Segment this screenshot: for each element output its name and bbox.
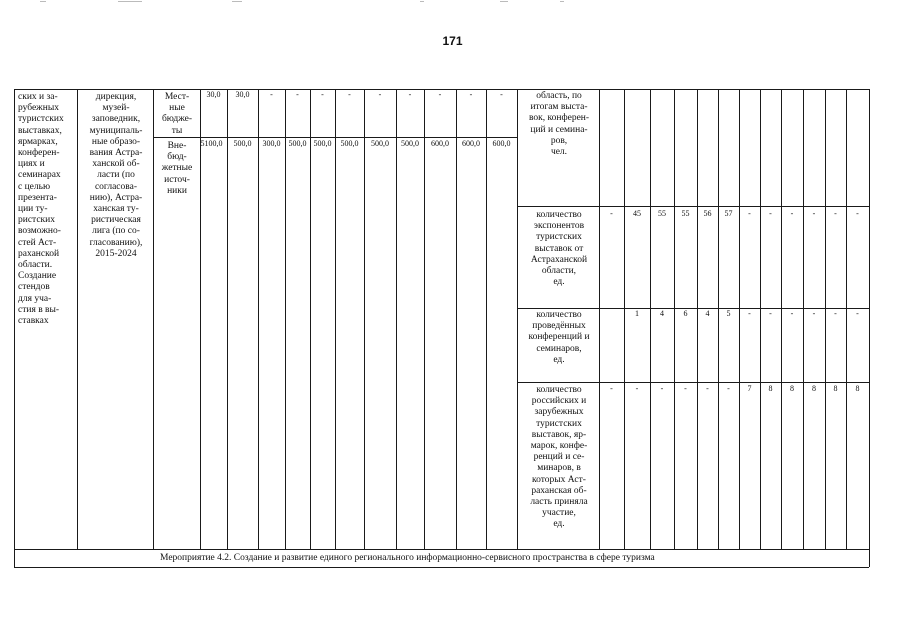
funding-value-local: - xyxy=(469,90,473,99)
indicator-value: 45 xyxy=(633,209,641,218)
column-divider xyxy=(364,89,365,549)
indicator-value: - xyxy=(812,209,816,218)
funding-value-extrabudget: 500,0 xyxy=(340,139,359,148)
indicator-value: - xyxy=(748,209,751,218)
indicator-value: 4 xyxy=(660,309,664,318)
funding-row-divider xyxy=(153,137,517,138)
column-divider xyxy=(846,89,847,549)
indicator-value: - xyxy=(706,384,709,393)
indicator-value: 1 xyxy=(635,309,639,318)
funding-value-extrabudget: 500,0 xyxy=(371,139,389,148)
column-divider xyxy=(739,89,740,549)
funding-value-extrabudget: 600,0 xyxy=(431,139,449,148)
funding-value-extrabudget: 600,0 xyxy=(462,139,480,148)
funding-value-extrabudget: 500,0 xyxy=(288,139,307,148)
column-divider xyxy=(77,89,78,549)
funding-value-extrabudget: 600,0 xyxy=(492,139,511,148)
column-divider xyxy=(781,89,782,549)
indicator-value: - xyxy=(834,209,837,218)
column-divider xyxy=(517,89,518,549)
indicator-value: 8 xyxy=(833,384,838,393)
column-divider xyxy=(718,89,719,549)
indicator-value: 8 xyxy=(790,384,794,393)
funding-value-local: - xyxy=(438,90,442,99)
column-divider xyxy=(285,89,286,549)
column-divider xyxy=(335,89,336,549)
column-divider xyxy=(456,89,457,549)
column-divider xyxy=(803,89,804,549)
indicator-value: - xyxy=(812,309,816,318)
page-number: 171 xyxy=(442,34,463,48)
column-divider xyxy=(424,89,425,549)
funding-value-local: 30,0 xyxy=(235,90,250,99)
indicator-value: - xyxy=(769,209,772,218)
indicator-value: - xyxy=(748,309,751,318)
indicator-value: - xyxy=(856,209,859,218)
table-right-border xyxy=(869,89,870,567)
indicator-label: количество экспонентов туристских выставок от Астраханской области, ед. xyxy=(530,210,588,288)
column-divider xyxy=(624,89,625,549)
indicator-value: - xyxy=(610,209,613,218)
indicator-value: 6 xyxy=(683,309,688,318)
indicator-value: - xyxy=(834,309,837,318)
indicator-value: 55 xyxy=(658,209,666,218)
funding-value-local: - xyxy=(296,90,299,99)
funding-source-extrabudget: Вне- бюд- жетные источ- ники xyxy=(161,141,193,196)
table-left-border xyxy=(14,89,15,567)
funding-value-local: - xyxy=(348,90,351,99)
executor-description: дирекция, музей- заповедник, муниципаль- ные образо- вания Астра- ханской об- ласти (по согласова- нию), Астра- ханская ту- ристическая лига (по со- гласованию), 2015-2024 xyxy=(89,92,143,259)
table-bottom-border xyxy=(14,549,869,550)
funding-value-local: - xyxy=(408,90,412,99)
funding-value-extrabudget: 500,0 xyxy=(401,139,419,148)
column-divider xyxy=(396,89,397,549)
column-divider xyxy=(760,89,761,549)
indicator-value: 8 xyxy=(855,384,860,393)
funding-source-local: Мест- ные бюдже- ты xyxy=(161,92,193,136)
indicator-value: 55 xyxy=(681,209,690,218)
indicator-value: - xyxy=(635,384,639,393)
column-divider xyxy=(310,89,311,549)
funding-value-extrabudget: 500,0 xyxy=(313,139,332,148)
indicator-value: - xyxy=(856,309,859,318)
indicator-value: 8 xyxy=(812,384,816,393)
indicator-row-divider xyxy=(517,206,869,207)
column-divider xyxy=(650,89,651,549)
column-divider xyxy=(825,89,826,549)
footer-bottom-border xyxy=(14,567,869,568)
indicator-value: 56 xyxy=(703,209,712,218)
funding-value-extrabudget: 5100,0 xyxy=(200,139,223,148)
indicator-label: область, по итогам выста- вок, конферен- ций и семина- ров, чел. xyxy=(528,91,590,158)
column-divider xyxy=(258,89,259,549)
indicator-value: 57 xyxy=(724,209,733,218)
column-divider xyxy=(227,89,228,549)
indicator-value: - xyxy=(610,384,613,393)
column-divider xyxy=(697,89,698,549)
event-description: ских и за- рубежных туристских выставках, ярмарках, конферен- циях и семинарах с целью презента- ции ту- ристских возможно- стей Аст- раханской области. Создание стендов для уча- стия в вы- ставках xyxy=(18,92,64,327)
measure-title: Мероприятие 4.2. Создание и развитие единого регионального информационно-сервисного пространства в сфере туризма xyxy=(160,553,655,563)
indicator-value: 7 xyxy=(747,384,752,393)
indicator-value: - xyxy=(684,384,687,393)
funding-value-extrabudget: 300,0 xyxy=(262,139,281,148)
column-divider xyxy=(599,89,600,549)
indicator-value: - xyxy=(660,384,664,393)
funding-value-local: - xyxy=(378,90,382,99)
indicator-value: - xyxy=(727,384,730,393)
indicator-label: количество проведённых конференций и семинаров, ед. xyxy=(528,310,590,365)
funding-value-local: - xyxy=(270,90,273,99)
column-divider xyxy=(674,89,675,549)
indicator-label: количество российских и зарубежных туристских выставок, яр- марок, конфе- ренций и се- минаров, в которых Аст- раханская об- ласть приняла участие, ед. xyxy=(530,385,588,530)
indicator-value: - xyxy=(769,309,772,318)
indicator-value: - xyxy=(790,309,794,318)
indicator-row-divider xyxy=(517,382,869,383)
column-divider xyxy=(200,89,201,549)
indicator-value: 4 xyxy=(705,309,710,318)
indicator-value: 5 xyxy=(726,309,731,318)
funding-value-local: - xyxy=(321,90,324,99)
indicator-value: 8 xyxy=(768,384,773,393)
funding-value-local: - xyxy=(500,90,503,99)
indicator-value: - xyxy=(790,209,794,218)
column-divider xyxy=(486,89,487,549)
funding-value-local: 30,0 xyxy=(206,90,221,99)
funding-value-extrabudget: 500,0 xyxy=(233,139,252,148)
